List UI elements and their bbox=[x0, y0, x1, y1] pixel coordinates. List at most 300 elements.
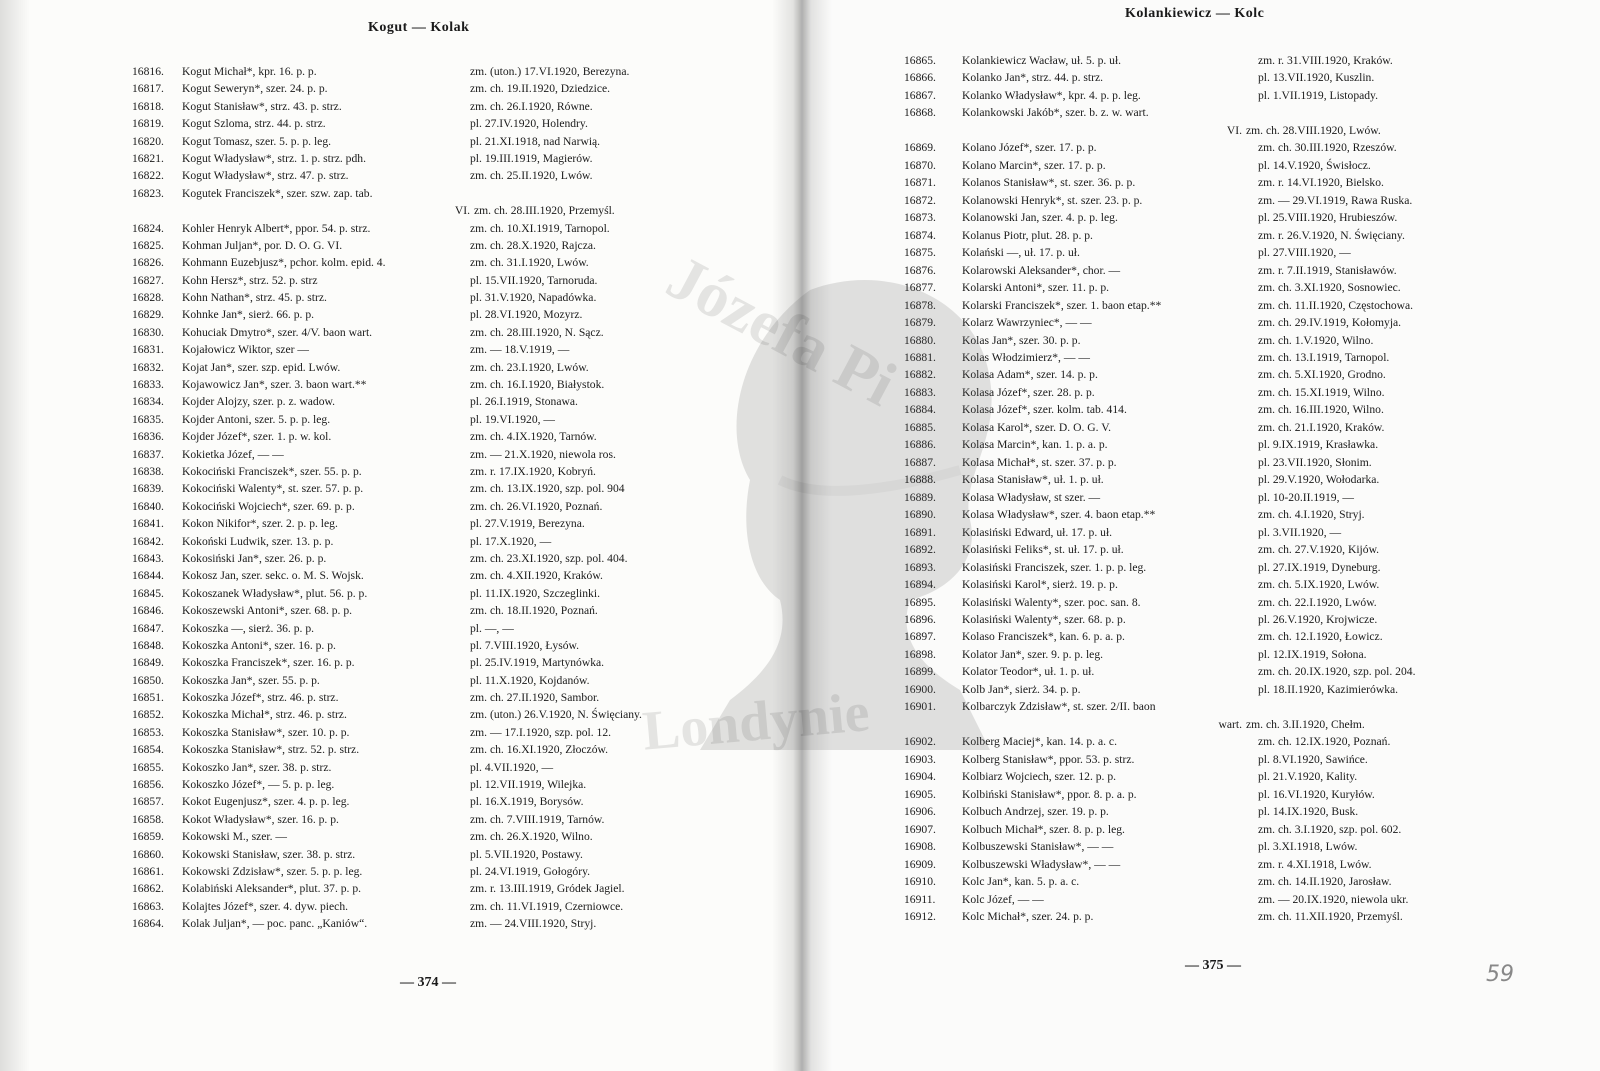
entry-name: Kokoszko Józef*, — 5. p. p. leg. bbox=[182, 778, 335, 792]
entry-name: Kokoszanek Władysław*, plut. 56. p. p. bbox=[182, 586, 368, 600]
entry-name: Kolanus Piotr, plut. 28. p. p. bbox=[962, 228, 1093, 242]
entry-name: Kokoszewski Antoni*, szer. 68. p. p. bbox=[182, 604, 353, 618]
entry-row bbox=[132, 306, 782, 323]
entry-fate: zm. ch. 23.I.1920, Lwów. bbox=[470, 360, 589, 374]
entry-fate: pl. 28.VI.1920, Mozyrz. bbox=[470, 308, 583, 322]
entry-number: 16891. bbox=[904, 525, 936, 539]
entry-row bbox=[904, 821, 1584, 838]
left-page-edge-shadow bbox=[0, 0, 30, 1071]
entry-name: Kohler Henryk Albert*, ppor. 54. p. strz. bbox=[182, 221, 371, 235]
entry-row bbox=[132, 133, 782, 150]
entry-fate: pl. 12.IX.1919, Sołona. bbox=[1258, 647, 1367, 661]
entry-fate: zm. r. 26.V.1920, N. Święciany. bbox=[1258, 228, 1405, 242]
entry-name: Kokoszka Franciszek*, szer. 16. p. p. bbox=[182, 656, 355, 670]
entry-row bbox=[904, 838, 1584, 855]
entry-row bbox=[904, 349, 1584, 366]
entry-row bbox=[904, 768, 1584, 785]
entry-fate: pl. 14.V.1920, Świsłocz. bbox=[1258, 158, 1371, 172]
entry-name: Kolasiński Walenty*, szer. poc. san. 8. bbox=[962, 595, 1141, 609]
entry-row bbox=[904, 209, 1584, 226]
entry-row bbox=[904, 663, 1584, 680]
entry-name: Kolasa Władysław, st szer. — bbox=[962, 490, 1101, 504]
entry-number: 16901. bbox=[904, 700, 936, 714]
entry-fate: pl. 23.VII.1920, Słonim. bbox=[1258, 455, 1372, 469]
entry-name: Kolasa Michał*, st. szer. 37. p. p. bbox=[962, 455, 1117, 469]
entry-fate: zm. ch. 23.XI.1920, szp. pol. 404. bbox=[470, 551, 628, 565]
entry-fate: pl. 31.V.1920, Napadówka. bbox=[470, 291, 597, 305]
entry-name: Kolc Michał*, szer. 24. p. p. bbox=[962, 910, 1094, 923]
entry-fate: zm. ch. 4.XII.1920, Kraków. bbox=[470, 569, 603, 583]
entry-fate: pl. 9.IX.1919, Krasławka. bbox=[1258, 438, 1379, 452]
entry-number: 16903. bbox=[904, 752, 936, 766]
entry-number: 16862. bbox=[132, 882, 164, 896]
entry-row bbox=[904, 419, 1584, 436]
entry-name: Kohn Nathan*, strz. 45. p. strz. bbox=[182, 291, 327, 305]
entry-number: 16817. bbox=[132, 82, 164, 96]
entry-name: Kolasa Józef*, szer. kolm. tab. 414. bbox=[962, 403, 1127, 417]
entry-fate: pl. 19.VI.1920, — bbox=[470, 412, 556, 426]
entry-number: 16887. bbox=[904, 455, 936, 469]
entry-number: 16844. bbox=[132, 569, 164, 583]
entry-number: 16866. bbox=[904, 71, 936, 85]
entry-row bbox=[132, 706, 782, 723]
entry-row bbox=[904, 786, 1584, 803]
entry-fate: zm. r. 14.VI.1920, Bielsko. bbox=[1258, 176, 1384, 190]
entry-name: Kolc Jan*, kan. 5. p. a. c. bbox=[962, 875, 1080, 889]
entry-fate: zm. — 29.VI.1919, Rawa Ruska. bbox=[1258, 193, 1413, 207]
entry-row bbox=[904, 471, 1584, 488]
entry-name-continuation: VI. bbox=[1226, 123, 1242, 137]
entry-fate: pl. 3.XI.1918, Lwów. bbox=[1258, 840, 1358, 854]
entry-fate: zm. ch. 30.III.1920, Rzeszów. bbox=[1258, 141, 1397, 155]
entry-row bbox=[904, 384, 1584, 401]
entry-row bbox=[132, 585, 782, 602]
entry-row bbox=[904, 262, 1584, 279]
entry-row bbox=[132, 846, 782, 863]
entry-fate: pl. 27.VIII.1920, — bbox=[1258, 246, 1351, 260]
entry-row bbox=[904, 646, 1584, 663]
entry-fate: pl. 25.IV.1919, Martynówka. bbox=[470, 656, 605, 670]
entry-number: 16816. bbox=[132, 65, 164, 78]
entry-row bbox=[132, 533, 782, 550]
entry-row bbox=[904, 314, 1584, 331]
entry-row bbox=[132, 828, 782, 845]
entry-fate: zm. ch. 12.IX.1920, Poznań. bbox=[1258, 735, 1391, 749]
entry-row bbox=[132, 602, 782, 619]
entry-name: Kokon Nikifor*, szer. 2. p. p. leg. bbox=[182, 517, 338, 531]
entry-name: Kolano Józef*, szer. 17. p. p. bbox=[962, 141, 1097, 155]
entry-name: Kolankowski Jakób*, szer. b. z. w. wart. bbox=[962, 106, 1149, 120]
entry-name: Kolberg Stanisław*, ppor. 53. p. strz. bbox=[962, 752, 1135, 766]
entry-number: 16837. bbox=[132, 447, 164, 461]
entry-fate: zm. ch. 5.XI.1920, Grodno. bbox=[1258, 368, 1386, 382]
entry-name: Kolasiński Edward, uł. 17. p. uł. bbox=[962, 525, 1113, 539]
entry-number: 16850. bbox=[132, 673, 164, 687]
entry-number: 16860. bbox=[132, 847, 164, 861]
entry-number: 16904. bbox=[904, 770, 936, 784]
entry-number: 16870. bbox=[904, 158, 936, 172]
entry-name: Kolarski Antoni*, szer. 11. p. p. bbox=[962, 281, 1110, 295]
entry-name: Kokosz Jan, szer. sekc. o. M. S. Wojsk. bbox=[182, 569, 364, 583]
entry-row bbox=[132, 741, 782, 758]
entry-name: Kokosiński Jan*, szer. 26. p. p. bbox=[182, 551, 327, 565]
entry-name: Kolabiński Aleksander*, plut. 37. p. p. bbox=[182, 882, 362, 896]
entry-number: 16882. bbox=[904, 368, 936, 382]
entry-name: Kojat Jan*, szer. szp. epid. Lwów. bbox=[182, 360, 341, 374]
entry-name: Kokowski Zdzisław*, szer. 5. p. p. leg. bbox=[182, 864, 363, 878]
entry-name: Kolaso Franciszek*, kan. 6. p. a. p. bbox=[962, 630, 1125, 644]
entry-name: Kolasa Stanisław*, uł. 1. p. uł. bbox=[962, 473, 1104, 487]
entry-number: 16847. bbox=[132, 621, 164, 635]
entry-name: Kolas Włodzimierz*, — — bbox=[962, 350, 1090, 364]
entry-row bbox=[132, 654, 782, 671]
entry-fate: pl. 18.II.1920, Kazimierówka. bbox=[1258, 682, 1399, 696]
entry-number: 16834. bbox=[132, 395, 164, 409]
entry-row bbox=[904, 279, 1584, 296]
entry-name: Kolberg Maciej*, kan. 14. p. a. c. bbox=[962, 735, 1117, 749]
entry-row bbox=[904, 856, 1584, 873]
entry-fate: zm. ch. 22.I.1920, Lwów. bbox=[1258, 595, 1377, 609]
entry-number: 16831. bbox=[132, 343, 164, 357]
entry-name: Kohman Juljan*, por. D. O. G. VI. bbox=[182, 238, 343, 252]
entry-name: Kokoszka Jan*, szer. 55. p. p. bbox=[182, 673, 320, 687]
entry-name: Kolasa Józef*, szer. 28. p. p. bbox=[962, 385, 1095, 399]
entry-fate: zm. — 21.X.1920, niewola ros. bbox=[470, 447, 616, 461]
entry-number: 16849. bbox=[132, 656, 164, 670]
entry-number: 16892. bbox=[904, 543, 936, 557]
entry-number: 16838. bbox=[132, 465, 164, 478]
entry-row bbox=[904, 576, 1584, 593]
entry-name: Kolc Józef, — — bbox=[962, 892, 1044, 906]
entry-number: 16902. bbox=[904, 735, 936, 749]
entry-row bbox=[132, 567, 782, 584]
entry-row bbox=[904, 332, 1584, 349]
entry-number: 16864. bbox=[132, 917, 164, 931]
entry-name: Kolanos Stanisław*, st. szer. 36. p. p. bbox=[962, 176, 1136, 190]
entry-name: Kokociński Wojciech*, szer. 69. p. p. bbox=[182, 499, 355, 513]
entry-fate: pl. 8.VI.1920, Sawińce. bbox=[1258, 752, 1368, 766]
entry-name: Kojder Alojzy, szer. p. z. wadow. bbox=[182, 395, 336, 409]
entry-row bbox=[904, 87, 1584, 104]
entry-number: 16826. bbox=[132, 256, 164, 270]
entry-name: Kogut Władysław*, strz. 47. p. strz. bbox=[182, 169, 349, 183]
entry-number: 16833. bbox=[132, 378, 164, 392]
entry-number: 16855. bbox=[132, 760, 164, 774]
entry-number: 16863. bbox=[132, 899, 164, 913]
entry-name: Kolbuch Andrzej, szer. 19. p. p. bbox=[962, 805, 1109, 819]
entry-name: Kojawowicz Jan*, szer. 3. baon wart.** bbox=[182, 378, 367, 392]
entry-number: 16906. bbox=[904, 805, 936, 819]
entry-fate: pl. 27.V.1919, Berezyna. bbox=[470, 517, 585, 531]
entry-number: 16879. bbox=[904, 316, 936, 330]
entry-fate: zm. ch. 28.III.1920, Przemyśl. bbox=[474, 204, 615, 218]
entry-name: Kolbuszewski Stanisław*, — — bbox=[962, 840, 1114, 854]
entry-number: 16825. bbox=[132, 238, 164, 252]
entry-name: Kolbarczyk Zdzisław*, st. szer. 2/II. baon bbox=[962, 700, 1156, 714]
entry-fate: zm. (uton.) 17.VI.1920, Berezyna. bbox=[470, 65, 630, 78]
entry-row bbox=[132, 324, 782, 341]
entry-name: Kolasiński Franciszek, szer. 1. p. p. leg. bbox=[962, 560, 1147, 574]
entry-fate: pl. 29.V.1920, Wołodarka. bbox=[1258, 473, 1380, 487]
entry-name: Kolbuch Michał*, szer. 8. p. p. leg. bbox=[962, 822, 1125, 836]
entry-row bbox=[132, 220, 782, 237]
entry-fate: zm. r. 4.XI.1918, Lwów. bbox=[1258, 857, 1372, 871]
entry-fate: zm. ch. 11.XII.1920, Przemyśl. bbox=[1258, 910, 1403, 923]
entry-fate: zm. ch. 10.XI.1919, Tarnopol. bbox=[470, 221, 610, 235]
entry-fate: zm. ch. 16.III.1920, Wilno. bbox=[1258, 403, 1384, 417]
entry-number: 16910. bbox=[904, 875, 936, 889]
entry-number: 16836. bbox=[132, 430, 164, 444]
entry-name: Kolajtes Józef*, szer. 4. dyw. piech. bbox=[182, 899, 349, 913]
entry-row bbox=[132, 672, 782, 689]
entry-fate: zm. ch. 26.VI.1920, Poznań. bbox=[470, 499, 603, 513]
entry-number: 16883. bbox=[904, 385, 936, 399]
entry-fate: zm. ch. 7.VIII.1919, Tarnów. bbox=[470, 812, 605, 826]
entry-name: Kohmann Euzebjusz*, pchor. kolm. epid. 4. bbox=[182, 256, 386, 270]
entry-name: Kokoszka Stanisław*, strz. 52. p. strz. bbox=[182, 743, 360, 757]
entry-name: Kolasa Władysław*, szer. 4. baon etap.** bbox=[962, 508, 1156, 522]
entry-number: 16857. bbox=[132, 795, 164, 809]
entry-number: 16912. bbox=[904, 910, 936, 923]
entry-name: Kolbiarz Wojciech, szer. 12. p. p. bbox=[962, 770, 1117, 784]
entry-fate: zm. ch. 12.I.1920, Łowicz. bbox=[1258, 630, 1383, 644]
entry-name: Kolanko Jan*, strz. 44. p. strz. bbox=[962, 71, 1104, 85]
entry-fate: zm. ch. 27.V.1920, Kijów. bbox=[1258, 543, 1380, 557]
entry-number: 16877. bbox=[904, 281, 936, 295]
entry-name: Kolasiński Karol*, sierż. 19. p. p. bbox=[962, 578, 1118, 592]
entry-row bbox=[904, 104, 1584, 139]
entry-name: Kolasiński Feliks*, st. uł. 17. p. uł. bbox=[962, 543, 1124, 557]
entry-row bbox=[132, 463, 782, 480]
entry-name: Kojder Antoni, szer. 5. p. p. leg. bbox=[182, 412, 331, 426]
entry-row bbox=[904, 891, 1584, 908]
entry-number: 16821. bbox=[132, 151, 164, 165]
entry-number: 16878. bbox=[904, 298, 936, 312]
entry-fate: pl. 3.VII.1920, — bbox=[1258, 525, 1342, 539]
entry-fate: zm. ch. 16.I.1920, Białystok. bbox=[470, 378, 605, 392]
entry-fate: pl. 13.VII.1920, Kuszlin. bbox=[1258, 71, 1375, 85]
entry-row bbox=[132, 880, 782, 897]
entry-fate: pl. 16.X.1919, Borysów. bbox=[470, 795, 584, 809]
entry-number: 16854. bbox=[132, 743, 164, 757]
entry-number: 16823. bbox=[132, 186, 164, 200]
entry-row bbox=[132, 393, 782, 410]
left-page-header: Kogut — Kolak bbox=[368, 20, 470, 35]
entry-fate: zm. ch. 3.II.1920, Chełm. bbox=[1246, 717, 1365, 731]
entry-name: Kogutek Franciszek*, szer. szw. zap. tab. bbox=[182, 186, 373, 200]
entry-number: 16858. bbox=[132, 812, 164, 826]
entry-row bbox=[904, 192, 1584, 209]
entry-name: Kogut Tomasz, szer. 5. p. p. leg. bbox=[182, 134, 332, 148]
entry-number: 16874. bbox=[904, 228, 936, 242]
entry-name: Kolas Jan*, szer. 30. p. p. bbox=[962, 333, 1081, 347]
entry-name: Kolator Teodor*, uł. 1. p. uł. bbox=[962, 665, 1095, 679]
entry-row bbox=[904, 733, 1584, 750]
entry-name: Kokot Eugenjusz*, szer. 4. p. p. leg. bbox=[182, 795, 350, 809]
entry-row bbox=[904, 751, 1584, 768]
entry-name: Kolanko Władysław*, kpr. 4. p. p. leg. bbox=[962, 88, 1141, 102]
entry-name: Kokoszka —, sierż. 36. p. p. bbox=[182, 621, 315, 635]
entry-name: Kokowski Stanisław, szer. 38. p. strz. bbox=[182, 847, 356, 861]
entry-name: Kokoński Ludwik, szer. 13. p. p. bbox=[182, 534, 334, 548]
entry-name: Kolankiewicz Wacław, uł. 5. p. uł. bbox=[962, 54, 1122, 67]
entry-name: Kogut Władysław*, strz. 1. p. strz. pdh. bbox=[182, 151, 366, 165]
entry-number: 16852. bbox=[132, 708, 164, 722]
entry-number: 16890. bbox=[904, 508, 936, 522]
entry-fate: zm. ch. 11.II.1920, Częstochowa. bbox=[1258, 298, 1414, 312]
entry-row bbox=[132, 359, 782, 376]
entry-fate: zm. r. 17.IX.1920, Kobryń. bbox=[470, 465, 596, 478]
entry-row bbox=[904, 297, 1584, 314]
entry-row bbox=[132, 411, 782, 428]
entry-number: 16859. bbox=[132, 830, 164, 844]
entry-name: Kojder Józef*, szer. 1. p. w. kol. bbox=[182, 430, 332, 444]
entry-fate: zm. — 24.VIII.1920, Stryj. bbox=[470, 917, 597, 931]
entry-number: 16865. bbox=[904, 54, 936, 67]
entry-name: Kogut Seweryn*, szer. 24. p. p. bbox=[182, 82, 328, 96]
entry-name: Kolano Marcin*, szer. 17. p. p. bbox=[962, 158, 1106, 172]
entry-name: Kolanowski Jan, szer. 4. p. p. leg. bbox=[962, 211, 1118, 225]
entry-number: 16841. bbox=[132, 517, 164, 531]
entry-row bbox=[132, 98, 782, 115]
entry-row bbox=[132, 793, 782, 810]
entry-row bbox=[904, 244, 1584, 261]
entry-number: 16907. bbox=[904, 822, 936, 836]
entry-row bbox=[132, 759, 782, 776]
entry-fate: pl. 10-20.II.1919, — bbox=[1258, 490, 1354, 504]
entry-name: Kolak Juljan*, — poc. panc. „Kaniów“. bbox=[182, 917, 368, 931]
entry-name: Kokociński Walenty*, st. szer. 57. p. p. bbox=[182, 482, 364, 496]
entry-number: 16872. bbox=[904, 193, 936, 207]
entry-fate: pl. 27.IX.1919, Dyneburg. bbox=[1258, 560, 1381, 574]
entry-number: 16905. bbox=[904, 787, 936, 801]
entry-fate: pl. 15.VII.1920, Tarnoruda. bbox=[470, 273, 598, 287]
entry-fate: zm. ch. 26.I.1920, Równe. bbox=[470, 99, 593, 113]
entry-name: Kokoszka Michał*, strz. 46. p. strz. bbox=[182, 708, 347, 722]
entry-name: Kokociński Franciszek*, szer. 55. p. p. bbox=[182, 465, 362, 478]
entry-number: 16898. bbox=[904, 647, 936, 661]
entry-fate: zm. ch. 14.II.1920, Jarosław. bbox=[1258, 875, 1392, 889]
entry-row bbox=[132, 341, 782, 358]
entry-name: Kohn Hersz*, strz. 52. p. strz bbox=[182, 273, 318, 287]
entry-row bbox=[132, 150, 782, 167]
entry-name: Kokietka Józef, — — bbox=[182, 447, 284, 461]
entry-fate: pl. 5.VII.1920, Postawy. bbox=[470, 847, 583, 861]
entry-row bbox=[132, 428, 782, 445]
entry-name: Kolarz Wawrzyniec*, — — bbox=[962, 316, 1092, 330]
entry-name: Kolanowski Henryk*, st. szer. 23. p. p. bbox=[962, 193, 1143, 207]
entry-row bbox=[132, 689, 782, 706]
entry-name-continuation: wart. bbox=[1218, 717, 1242, 731]
entry-name: Kolasa Marcin*, kan. 1. p. a. p. bbox=[962, 438, 1108, 452]
entry-name: Kolasa Adam*, szer. 14. p. p. bbox=[962, 368, 1098, 382]
entry-fate: zm. ch. 28.III.1920, N. Sącz. bbox=[470, 325, 604, 339]
entry-row bbox=[904, 401, 1584, 418]
entry-number: 16884. bbox=[904, 403, 936, 417]
entry-name: Kokot Władysław*, szer. 16. p. p. bbox=[182, 812, 339, 826]
entry-name: Kolasiński Walenty*, szer. 68. p. p. bbox=[962, 613, 1126, 627]
entry-fate: zm. ch. 13.IX.1920, szp. pol. 904 bbox=[470, 482, 625, 496]
entry-number: 16867. bbox=[904, 88, 936, 102]
entry-row bbox=[904, 594, 1584, 611]
entry-number: 16908. bbox=[904, 840, 936, 854]
entry-fate: zm. ch. 4.I.1920, Stryj. bbox=[1258, 508, 1365, 522]
entry-fate: pl. 25.VIII.1920, Hrubieszów. bbox=[1258, 211, 1398, 225]
entry-row bbox=[132, 63, 782, 80]
entry-number: 16909. bbox=[904, 857, 936, 871]
entry-fate: pl. 11.X.1920, Kojdanów. bbox=[470, 673, 590, 687]
entry-row bbox=[904, 611, 1584, 628]
entry-number: 16830. bbox=[132, 325, 164, 339]
entry-row bbox=[132, 915, 782, 932]
entry-number: 16842. bbox=[132, 534, 164, 548]
entry-row bbox=[132, 637, 782, 654]
entry-number: 16873. bbox=[904, 211, 936, 225]
entry-fate: zm. — 20.IX.1920, niewola ukr. bbox=[1258, 892, 1409, 906]
entry-number: 16861. bbox=[132, 864, 164, 878]
right-page bbox=[800, 0, 1600, 1071]
entry-number: 16845. bbox=[132, 586, 164, 600]
entry-fate: zm. ch. 26.X.1920, Wilno. bbox=[470, 830, 593, 844]
entry-fate: zm. r. 7.II.1919, Stanisławów. bbox=[1258, 263, 1397, 277]
entry-fate: zm. ch. 19.II.1920, Dziedzice. bbox=[470, 82, 611, 96]
entry-row bbox=[132, 289, 782, 306]
entry-number: 16871. bbox=[904, 176, 936, 190]
entry-row bbox=[904, 139, 1584, 156]
entry-fate: pl. 16.VI.1920, Kuryłów. bbox=[1258, 787, 1375, 801]
entry-row bbox=[132, 167, 782, 184]
entry-row bbox=[132, 446, 782, 463]
entry-row bbox=[904, 873, 1584, 890]
entry-row bbox=[132, 272, 782, 289]
entry-fate: zm. ch. 1.V.1920, Wilno. bbox=[1258, 333, 1374, 347]
right-page-header: Kolankiewicz — Kolc bbox=[1125, 6, 1265, 21]
entry-fate: zm. ch. 21.I.1920, Kraków. bbox=[1258, 420, 1385, 434]
entry-row bbox=[904, 803, 1584, 820]
entry-row bbox=[904, 559, 1584, 576]
entry-name: Kokoszka Stanisław*, szer. 10. p. p. bbox=[182, 725, 350, 739]
right-page-number: — 375 — bbox=[1185, 958, 1241, 973]
entry-fate: zm. r. 13.III.1919, Gródek Jagiel. bbox=[470, 882, 625, 896]
entry-fate: pl. 4.VII.1920, — bbox=[470, 760, 554, 774]
entry-row bbox=[132, 498, 782, 515]
entry-row bbox=[132, 480, 782, 497]
entry-fate: pl. 24.VI.1919, Gołogóry. bbox=[470, 864, 591, 878]
entry-number: 16875. bbox=[904, 246, 936, 260]
entry-number: 16846. bbox=[132, 604, 164, 618]
entry-name: Kokowski M., szer. — bbox=[182, 830, 287, 844]
entry-row bbox=[904, 436, 1584, 453]
entry-row bbox=[904, 524, 1584, 541]
entry-number: 16868. bbox=[904, 106, 936, 120]
entry-row bbox=[132, 550, 782, 567]
entry-number: 16885. bbox=[904, 420, 936, 434]
entry-name: Kolański —, uł. 17. p. uł. bbox=[962, 246, 1080, 260]
entry-number: 16835. bbox=[132, 412, 164, 426]
entry-name-continuation: VI. bbox=[454, 204, 470, 218]
entry-row bbox=[904, 698, 1584, 733]
entry-row bbox=[132, 515, 782, 532]
entry-name: Kolbuszewski Władysław*, — — bbox=[962, 857, 1121, 871]
entry-number: 16880. bbox=[904, 333, 936, 347]
entry-number: 16818. bbox=[132, 99, 164, 113]
entry-number: 16851. bbox=[132, 691, 164, 705]
entry-fate: pl. 1.VII.1919, Listopady. bbox=[1258, 88, 1379, 102]
entry-row bbox=[132, 80, 782, 97]
entry-name: Kogut Michał*, kpr. 16. p. p. bbox=[182, 65, 317, 78]
entry-fate: zm. ch. 11.VI.1919, Czerniowce. bbox=[470, 899, 624, 913]
handwritten-page-note: 59 bbox=[1486, 962, 1514, 987]
